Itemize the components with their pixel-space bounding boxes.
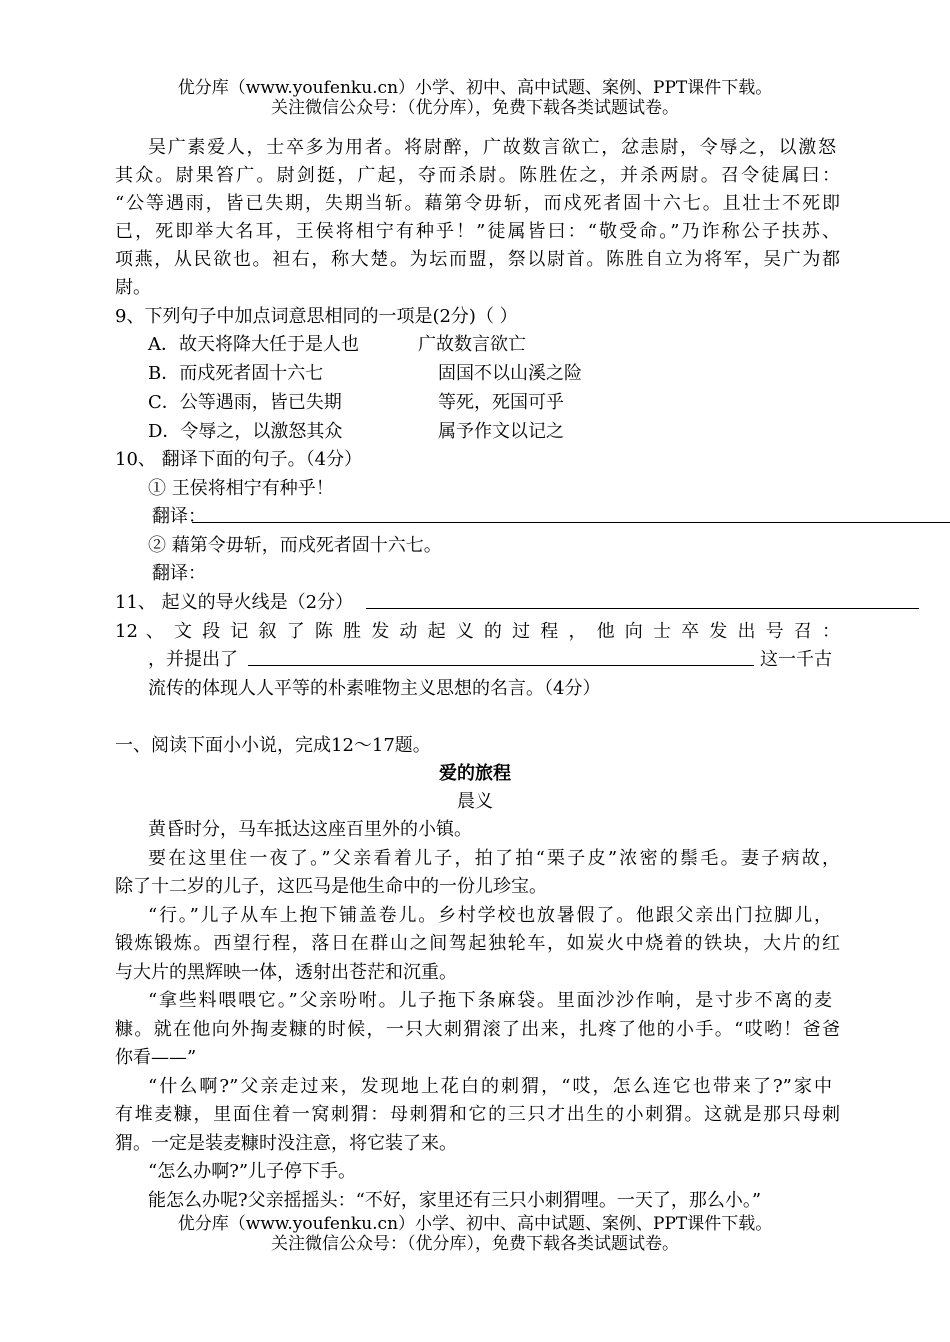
question-12-line-3: 流传的体现人人平等的朴素唯物主义思想的名言。（4分）	[148, 678, 601, 699]
q10-sentence-2: ② 藉第令毋斩，而戍死者固十六七。	[148, 535, 442, 556]
q9-option-c-right: 等死，死国可乎	[438, 392, 564, 413]
story-line: 猬。一定是装麦糠时没注意，将它装了来。	[115, 1133, 457, 1154]
question-12-line-2a: ，并提出了	[148, 649, 238, 670]
passage-line: 尉。	[115, 277, 151, 298]
passage-line: 项燕，从民欲也。袒右，称大楚。为坛而盟，祭以尉首。陈胜自立为将军，吴广为都	[115, 249, 840, 270]
q12-answer-line[interactable]	[248, 665, 754, 666]
footer-line-2: 关注微信公众号：（优分库），免费下载各类试题试卷。	[271, 1234, 679, 1254]
story-line: “怎么办啊?”儿子停下手。	[148, 1161, 357, 1182]
question-11-stem: 11、 起义的导火线是（2分）	[115, 592, 354, 613]
passage-line: 其众。尉果笞广。尉剑挺，广起，夺而杀尉。陈胜佐之，并杀两尉。召令徒属曰：	[115, 165, 840, 186]
story-line: 糠。就在他向外掏麦糠的时候，一只大刺猬滚了出来，扎疼了他的小手。“哎哟！爸爸	[115, 1019, 840, 1040]
header-line-2: 关注微信公众号：（优分库），免费下载各类试题试卷。	[271, 98, 679, 118]
header-line-1: 优分库（www.youfenku.cn）小学、初中、高中试题、案例、PPT课件下载。	[177, 78, 773, 98]
story-line: “什么啊?”父亲走过来，发现地上花白的刺猬，“哎，怎么连它也带来了?”家中	[148, 1076, 832, 1097]
q9-option-c-left: C．公等遇雨，皆已失期	[148, 392, 342, 413]
q10-translate-label-1: 翻译：	[152, 506, 206, 527]
q9-option-d-right: 属予作文以记之	[438, 421, 564, 442]
story-author: 晨义	[457, 791, 493, 812]
q9-option-a-left: A．故天将降大任于是人也	[148, 334, 359, 355]
q10-translate-label-2: 翻译：	[152, 563, 206, 584]
q9-option-b-right: 固国不以山溪之险	[438, 363, 582, 384]
question-12-line-2b: 这一千古	[760, 649, 832, 670]
story-line: 除了十二岁的儿子，这匹马是他生命中的一份儿珍宝。	[115, 876, 547, 897]
q11-answer-line[interactable]	[366, 608, 919, 609]
q10-sentence-1: ① 王侯将相宁有种乎！	[148, 478, 334, 499]
passage-line: 吴广素爱人，士卒多为用者。将尉醉，广故数言欲亡，忿恚尉，令辱之，以激怒	[148, 137, 836, 158]
story-line: 有堆麦糠，里面住着一窝刺猬：母刺猬和它的三只才出生的小刺猬。这就是那只母刺	[115, 1104, 840, 1125]
story-line: “拿些料喂喂它。”父亲吩咐。儿子拖下条麻袋。里面沙沙作响，是寸步不离的麦	[148, 990, 832, 1011]
story-title: 爱的旅程	[439, 763, 511, 784]
story-line: 要在这里住一夜了。”父亲看着儿子，拍了拍“栗子皮”浓密的鬃毛。妻子病故，	[148, 848, 840, 869]
q9-option-b-left: B．而戍死者固十六七	[148, 363, 324, 384]
section-intro: 一、阅读下面小小说，完成12～17题。	[115, 735, 431, 756]
story-line: “行。”儿子从车上抱下铺盖卷儿。乡村学校也放暑假了。他跟父亲出门拉脚儿，	[148, 905, 832, 926]
story-line: 能怎么办呢?父亲摇摇头：“不好，家里还有三只小刺猬哩。一天了，那么小。”	[148, 1190, 762, 1211]
question-9-stem: 9、下列句子中加点词意思相同的一项是(2分)（ ）	[115, 306, 518, 327]
footer-line-1: 优分库（www.youfenku.cn）小学、初中、高中试题、案例、PPT课件下载。	[177, 1214, 773, 1234]
story-line: 与大片的黑辉映一体，透射出苍茫和沉重。	[115, 962, 457, 983]
q9-option-a-right: 广故数言欲亡	[418, 334, 526, 355]
story-line: 你看——”	[115, 1047, 197, 1068]
question-10-stem: 10、 翻译下面的句子。（4分）	[115, 449, 363, 470]
question-12-line-1: 12 、 文 段 记 叙 了 陈 胜 发 动 起 义 的 过 程 ， 他 向 士 卒 发 出 号 召 ：	[115, 621, 840, 642]
passage-line: “公等遇雨，皆已失期，失期当斩。藉第令毋斩，而戍死者固十六七。且壮士不死即	[115, 193, 840, 214]
q9-option-d-left: D．令辱之，以激怒其众	[148, 421, 343, 442]
story-line: 锻炼锻炼。西望行程，落日在群山之间驾起独轮车，如炭火中烧着的铁块，大片的红	[115, 933, 840, 954]
passage-line: 已，死即举大名耳，王侯将相宁有种乎！”徒属皆曰：“敬受命。”乃诈称公子扶苏、	[115, 221, 840, 242]
story-line: 黄昏时分，马车抵达这座百里外的小镇。	[148, 819, 472, 840]
q10-answer-line-1[interactable]	[192, 522, 950, 523]
